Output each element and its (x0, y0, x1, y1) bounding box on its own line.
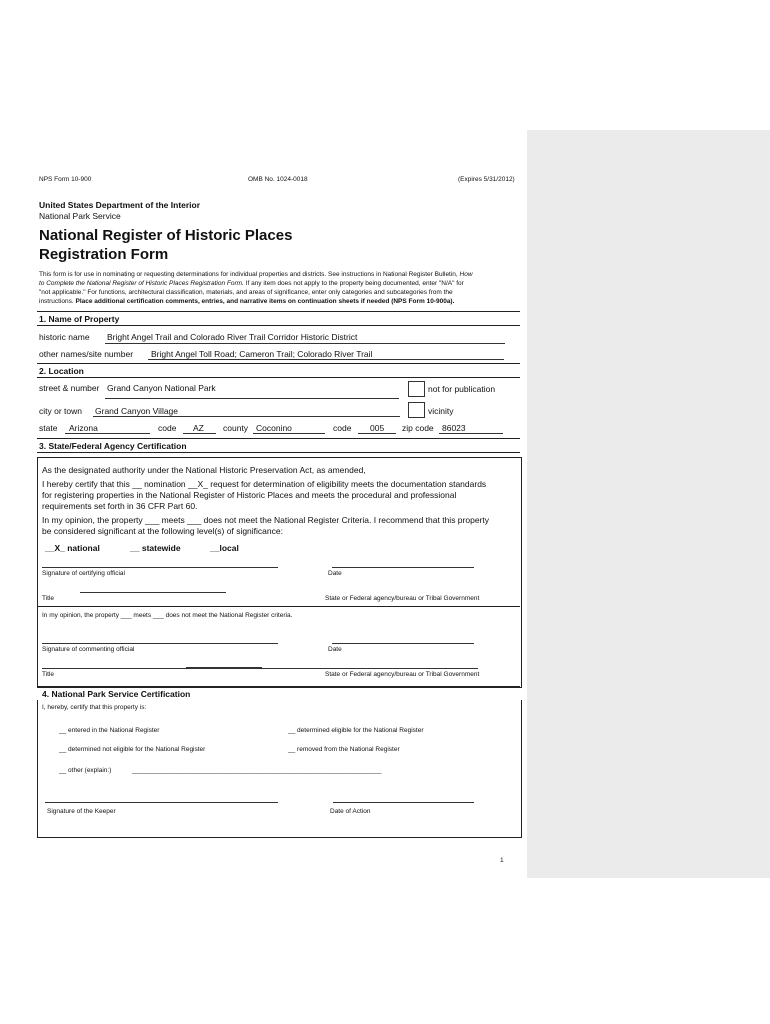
other-names-field[interactable]: Bright Angel Toll Road; Cameron Trail; Colorado River Trail (151, 349, 373, 359)
street-label: street & number (39, 383, 100, 393)
date-of-action-label: Date of Action (330, 808, 371, 815)
section-2-heading: 2. Location (39, 366, 84, 376)
option-other[interactable]: __ other (explain:) (59, 767, 112, 774)
form-number: NPS Form 10-900 (39, 176, 92, 183)
other-names-label: other names/site number (39, 349, 134, 359)
section-4-heading: 4. National Park Service Certification (42, 689, 191, 699)
street-field[interactable]: Grand Canyon National Park (107, 383, 216, 393)
code-label: code (158, 423, 177, 433)
county-code-label: code (333, 423, 352, 433)
state-field[interactable]: Arizona (69, 423, 98, 433)
state-label: state (39, 423, 58, 433)
city-label: city or town (39, 406, 82, 416)
signature-commenting-label: Signature of commenting official (42, 646, 135, 653)
county-label: county (223, 423, 249, 433)
option-removed[interactable]: __ removed from the National Register (288, 746, 400, 753)
other-explain-line[interactable]: _____________________________________________________________________ (132, 767, 382, 774)
comment-sidebar (527, 130, 770, 878)
city-field[interactable]: Grand Canyon Village (95, 406, 179, 416)
agency-2-label: State or Federal agency/bureau or Tribal Government (325, 671, 480, 678)
option-entered[interactable]: __ entered in the National Register (59, 727, 160, 734)
department-name: United States Department of the Interior (39, 200, 201, 210)
certification-text: As the designated authority under the National Historic Preservation Act, as amended, I hereby certify that this __ nomination __X_ request for determination of eligibility meets the documentation standards for registering properties in the National Register of Historic Places and meets the procedural and professional requirements set forth in 36 CFR Part 60. In my opinion, the property ___ meets ___ does not meet the National Register Criteria. I recommend that this property be considered significant at the following level(s) of significance: (42, 465, 489, 536)
level-local[interactable]: __local (210, 543, 239, 553)
vicinity-label: vicinity (428, 406, 454, 416)
not-for-publication-checkbox[interactable] (408, 381, 425, 397)
instructions: This form is for use in nominating or requesting determinations for individual properties and districts. See instructions in National Register Bulletin, How to Complete the National Register of Historic Places Registration Form. If any item does not apply to the property being documented, enter "N/A" for "not applicable." For functions, architectural classification, materials, and areas of significance, enter only categories and subcategories from the instructions. Place additional certification comments, entries, and narrative items on continuation sheets if needed (NPS Form 10-900a). (39, 271, 473, 305)
omb-number: OMB No. 1024-0018 (248, 176, 308, 183)
page-subtitle: Registration Form (39, 246, 169, 263)
nps-intro: I, hereby, certify that this property is: (42, 704, 147, 711)
option-determined-eligible[interactable]: __ determined eligible for the National Register (288, 727, 424, 734)
not-for-publication-label: not for publication (428, 384, 496, 394)
historic-name-label: historic name (39, 332, 90, 342)
section-3-heading: 3. State/Federal Agency Certification (39, 441, 187, 451)
section-1-heading: 1. Name of Property (39, 314, 120, 324)
opinion-commenting: In my opinion, the property ___ meets ___ does not meet the National Register criteria. (42, 612, 293, 619)
signature-certifying-label: Signature of certifying official (42, 570, 125, 577)
page-title: National Register of Historic Places (39, 227, 293, 244)
date-label: Date (328, 570, 342, 577)
service-name: National Park Service (39, 211, 121, 221)
county-code-field[interactable]: 005 (370, 423, 385, 433)
keeper-signature-label: Signature of the Keeper (47, 808, 116, 815)
zip-field[interactable]: 86023 (442, 423, 466, 433)
historic-name-field[interactable]: Bright Angel Trail and Colorado River Trail Corridor Historic District (107, 332, 358, 342)
level-national[interactable]: __X_ national (45, 543, 100, 553)
title-label: Title (42, 595, 55, 602)
date-2-label: Date (328, 646, 342, 653)
state-code-field[interactable]: AZ (193, 423, 204, 433)
county-field[interactable]: Coconino (256, 423, 292, 433)
agency-label: State or Federal agency/bureau or Tribal Government (325, 595, 480, 602)
zip-label: zip code (402, 423, 434, 433)
page-number: 1 (500, 857, 504, 864)
expiration: (Expires 5/31/2012) (458, 176, 515, 183)
title-2-label: Title (42, 671, 55, 678)
level-statewide[interactable]: __ statewide (130, 543, 181, 553)
option-not-eligible[interactable]: __ determined not eligible for the National Register (59, 746, 206, 753)
vicinity-checkbox[interactable] (408, 402, 425, 418)
